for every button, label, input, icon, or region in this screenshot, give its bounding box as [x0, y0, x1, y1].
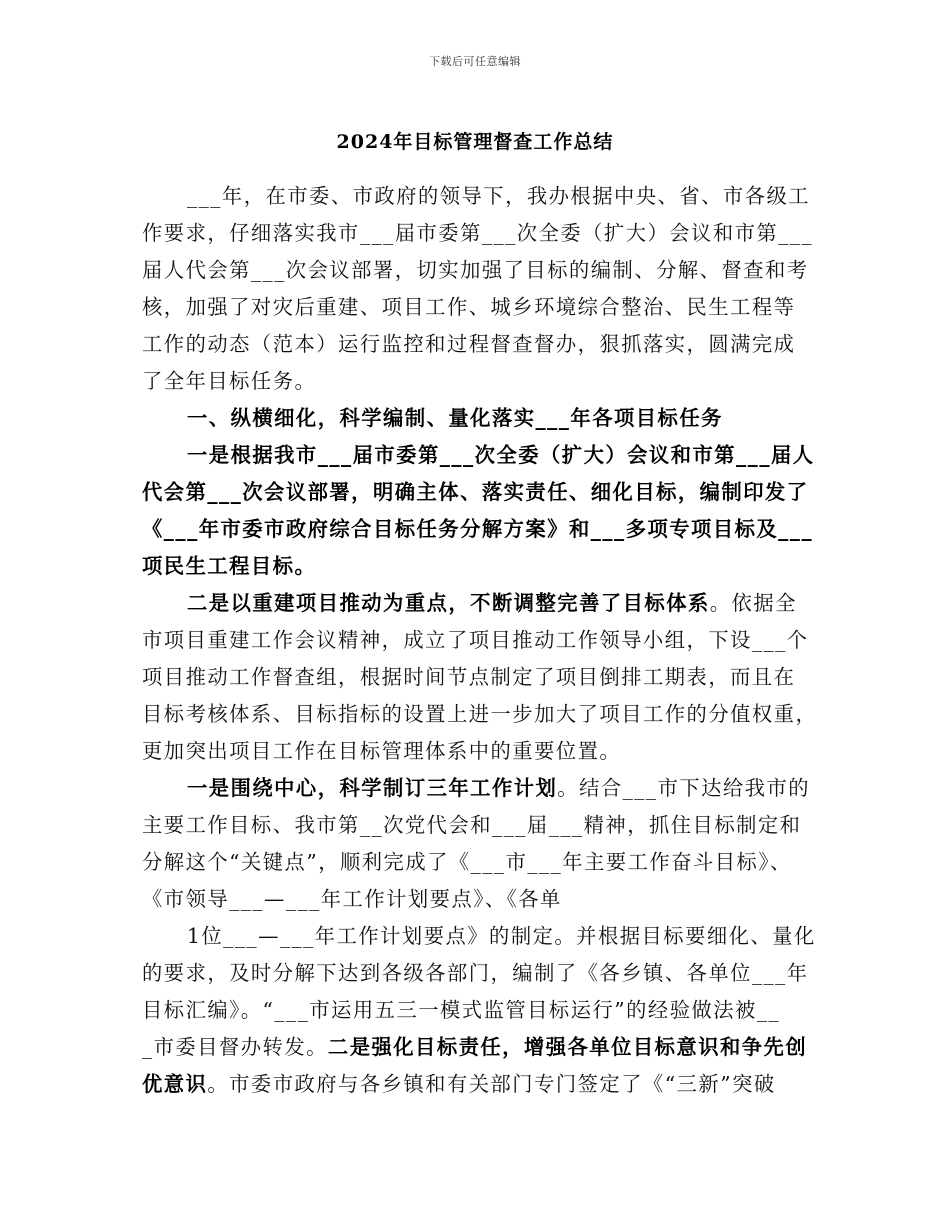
text-run: 目标考核体系、目标指标的设置上进一步加大了项目工作的分值权重， [142, 702, 818, 726]
text-run: 核，加强了对灾后重建、项目工作、城乡环境综合整治、民生工程等 [142, 295, 796, 319]
text-line [142, 955, 822, 992]
text-line [142, 918, 822, 955]
text-line [142, 437, 822, 474]
text-line [142, 289, 822, 326]
text-run: 了全年目标任务。 [142, 369, 317, 393]
text-line [142, 696, 822, 733]
text-run: 的要求，及时分解下达到各级各部门，编制了《各乡镇、各单位___年 [142, 961, 809, 985]
document-title: 2024年目标管理督查工作总结 [336, 131, 614, 153]
text-run: _市委目督办转发。 [142, 1035, 328, 1059]
text-line [142, 844, 822, 881]
bold-text: 项民生工程目标。 [142, 554, 317, 578]
text-run: 1位___—___年工作计划要点》的制定。并根据目标要细化、量化 [187, 924, 816, 948]
text-run: 分解这个“关键点”，顺利完成了《___市___年主要工作奋斗目标》、 [142, 850, 792, 874]
text-line [142, 1029, 822, 1066]
text-run: ___年，在市委、市政府的领导下，我办根据中央、省、市各级工 [187, 184, 811, 208]
text-run: 更加突出项目工作在目标管理体系中的重要位置。 [142, 739, 622, 763]
bold-text: 《___年市委市政府综合目标任务分解方案》和___多项专项目标及___ [142, 517, 814, 541]
text-run: 工作的动态（范本）运行监控和过程督查督办，狠抓落实，圆满完成 [142, 332, 796, 356]
text-line [142, 992, 822, 1029]
header-note: 下载后可任意编辑 [429, 55, 521, 68]
bold-text: 一是根据我市___届市委第___次全委（扩大）会议和市第___届人 [187, 443, 815, 467]
document-body [142, 178, 822, 1103]
text-line [142, 474, 822, 511]
bold-text: 优意识 [142, 1072, 208, 1096]
bold-text: 一是围绕中心，科学制订三年工作计划 [187, 776, 558, 800]
bold-text: 一、纵横细化，科学编制、量化落实___年各项目标任务 [187, 406, 723, 430]
text-run: 。市委市政府与各乡镇和有关部门专门签定了《“三新”突破 [207, 1072, 776, 1096]
text-run: 主要工作目标、我市第__次党代会和___届___精神，抓住目标制定和 [142, 813, 802, 837]
text-line [142, 585, 822, 622]
text-line [142, 400, 822, 437]
text-line [142, 1066, 822, 1103]
text-line [142, 770, 822, 807]
text-line [142, 733, 822, 770]
text-run: 目标汇编》。“___市运用五三一模式监管目标运行”的经验做法被__ [142, 998, 781, 1022]
text-line [142, 807, 822, 844]
text-run: 。依据全 [709, 591, 797, 615]
text-run: 。结合___市下达给我市的 [557, 776, 811, 800]
text-run: 市项目重建工作会议精神，成立了项目推动工作领导小组，下设___个 [142, 628, 809, 652]
text-line [142, 548, 822, 585]
text-line [142, 363, 822, 400]
text-run: 《市领导___—___年工作计划要点》、《各单 [142, 887, 562, 911]
text-line [142, 622, 822, 659]
text-run: 作要求，仔细落实我市___届市委第___次全委（扩大）会议和市第___ [142, 221, 814, 245]
bold-text: 代会第___次会议部署，明确主体、落实责任、细化目标，编制印发了 [142, 480, 809, 504]
text-run: 届人代会第___次会议部署，切实加强了目标的编制、分解、督查和考 [142, 258, 809, 282]
text-line [142, 326, 822, 363]
text-line [142, 252, 822, 289]
bold-text: 二是以重建项目推动为重点，不断调整完善了目标体系 [187, 591, 710, 615]
text-line [142, 215, 822, 252]
text-run: 项目推动工作督查组，根据时间节点制定了项目倒排工期表，而且在 [142, 665, 796, 689]
text-line [142, 881, 822, 918]
bold-text: 二是强化目标责任，增强各单位目标意识和争先创 [327, 1035, 808, 1059]
text-line [142, 659, 822, 696]
text-line [142, 511, 822, 548]
text-line [142, 178, 822, 215]
